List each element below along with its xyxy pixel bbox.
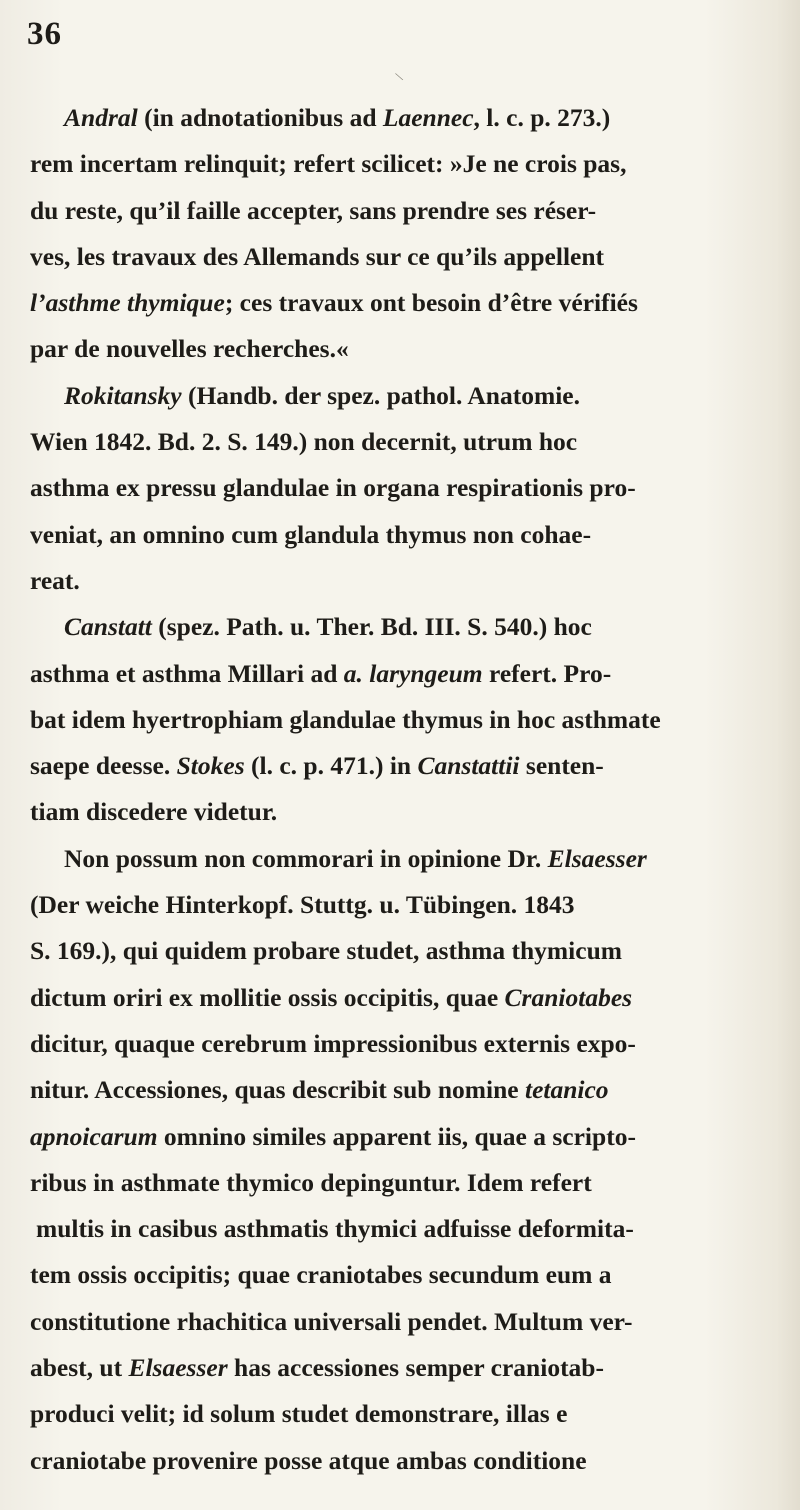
- text-segment: (spez. Path. u. Ther. Bd. III. S. 540.) hoc: [151, 612, 592, 642]
- text-line: [30, 1021, 800, 1067]
- text-segment: tem ossis occipitis; quae craniotabes secundum eum a: [30, 1260, 612, 1290]
- text-segment: tiam discedere videtur.: [30, 797, 278, 827]
- text-segment: ribus in asthmate thymico depinguntur. Idem refert: [30, 1167, 592, 1197]
- text-segment: abest, ut: [30, 1353, 129, 1383]
- text-segment: multis in casibus asthmatis thymici adfuisse deformita-: [36, 1214, 634, 1244]
- text-segment: asthma ex pressu glandulae in organa respirationis pro-: [30, 473, 636, 503]
- italic-text: Craniotabes: [504, 982, 633, 1012]
- text-line: [30, 141, 800, 187]
- italic-text: Laennec: [382, 103, 474, 132]
- italic-text: apnoicarum: [30, 1121, 158, 1151]
- text-line: [30, 234, 800, 280]
- stray-mark: \: [394, 70, 406, 86]
- text-line: [30, 1206, 800, 1252]
- italic-text: Canstattii: [417, 751, 520, 781]
- text-segment: Non possum non commorari in opinione Dr.: [64, 843, 548, 873]
- text-segment: constitutione rhachitica universali pendet. Multum ver-: [30, 1306, 633, 1336]
- text-line: [30, 789, 800, 835]
- text-line: [30, 1345, 800, 1391]
- italic-text: a. laryngeum: [343, 658, 483, 688]
- text-line: [30, 1067, 800, 1113]
- text-line: [30, 373, 800, 419]
- text-line: [30, 836, 800, 882]
- text-line: [30, 558, 800, 604]
- italic-text: Canstatt: [64, 612, 152, 642]
- text-line: [30, 1438, 800, 1484]
- italic-text: Stokes: [176, 751, 245, 781]
- text-segment: dictum oriri ex mollitie ossis occipitis, quae: [30, 982, 505, 1012]
- text-line: [30, 697, 800, 743]
- text-segment: (Handb. der spez. pathol. Anatomie.: [181, 380, 580, 410]
- italic-text: Rokitansky: [64, 380, 182, 410]
- text-line: [30, 604, 800, 650]
- text-line: [30, 1299, 800, 1345]
- text-segment: par de nouvelles recherches.«: [30, 334, 349, 364]
- text-segment: reat.: [30, 565, 80, 595]
- text-segment: Wien 1842. Bd. 2. S. 149.) non decernit, utrum hoc: [30, 427, 578, 457]
- text-line: [30, 326, 800, 372]
- text-segment: (l. c. p. 471.) in: [244, 751, 418, 781]
- text-line: [30, 280, 800, 326]
- text-line: [30, 465, 800, 511]
- text-line: [30, 651, 800, 697]
- text-line: [30, 1160, 800, 1206]
- text-line: [30, 928, 800, 974]
- text-segment: S. 169.), qui quidem probare studet, asthma thymicum: [30, 936, 623, 966]
- text-segment: saepe deesse.: [30, 751, 177, 781]
- text-segment: , l. c. p. 273.): [473, 103, 611, 132]
- text-segment: omnino similes apparent iis, quae a scripto-: [157, 1121, 636, 1151]
- text-segment: veniat, an omnino cum glandula thymus non cohae-: [30, 519, 592, 549]
- text-segment: refert. Pro-: [482, 658, 612, 688]
- text-segment: ves, les travaux des Allemands sur ce qu’ils appellent: [30, 241, 605, 271]
- text-line: [30, 882, 800, 928]
- italic-text: tetanico: [524, 1075, 609, 1105]
- page-number: 36: [27, 16, 62, 52]
- text-segment: dicitur, quaque cerebrum impressionibus externis expo-: [30, 1028, 636, 1058]
- italic-text: Elsaesser: [128, 1353, 228, 1383]
- text-segment: (Der weiche Hinterkopf. Stuttg. u. Tübingen. 1843: [30, 890, 575, 920]
- text-line: [30, 975, 800, 1021]
- text-segment: du reste, qu’il faille accepter, sans prendre ses réser-: [30, 195, 597, 225]
- text-segment: craniotabe provenire posse atque ambas conditione: [30, 1445, 587, 1475]
- text-segment: bat idem hyertrophiam glandulae thymus in hoc asthmate: [30, 704, 661, 734]
- text-line: [30, 1114, 800, 1160]
- text-line: [30, 1252, 800, 1298]
- text-line: [30, 1391, 800, 1437]
- text-segment: produci velit; id solum studet demonstrare, illas e: [30, 1399, 568, 1429]
- text-segment: (in adnotationibus ad: [137, 103, 383, 132]
- italic-text: Elsaesser: [547, 843, 647, 873]
- italic-text: l’asthme thymique: [30, 288, 225, 318]
- text-segment: asthma et asthma Millari ad: [30, 658, 344, 688]
- text-line: [30, 95, 800, 141]
- text-line: [30, 512, 800, 558]
- text-segment: ; ces travaux ont besoin d’être vérifiés: [224, 288, 638, 318]
- text-line: [30, 743, 800, 789]
- text-segment: senten-: [519, 751, 604, 781]
- italic-text: Andral: [64, 103, 138, 132]
- text-segment: has accessiones semper craniotab-: [227, 1353, 604, 1383]
- text-line: [30, 188, 800, 234]
- text-segment: rem incertam relinquit; refert scilicet: »Je ne crois pas,: [30, 149, 627, 179]
- body-text: [30, 95, 800, 1484]
- text-line: [30, 419, 800, 465]
- text-segment: nitur. Accessiones, quas describit sub nomine: [30, 1075, 525, 1105]
